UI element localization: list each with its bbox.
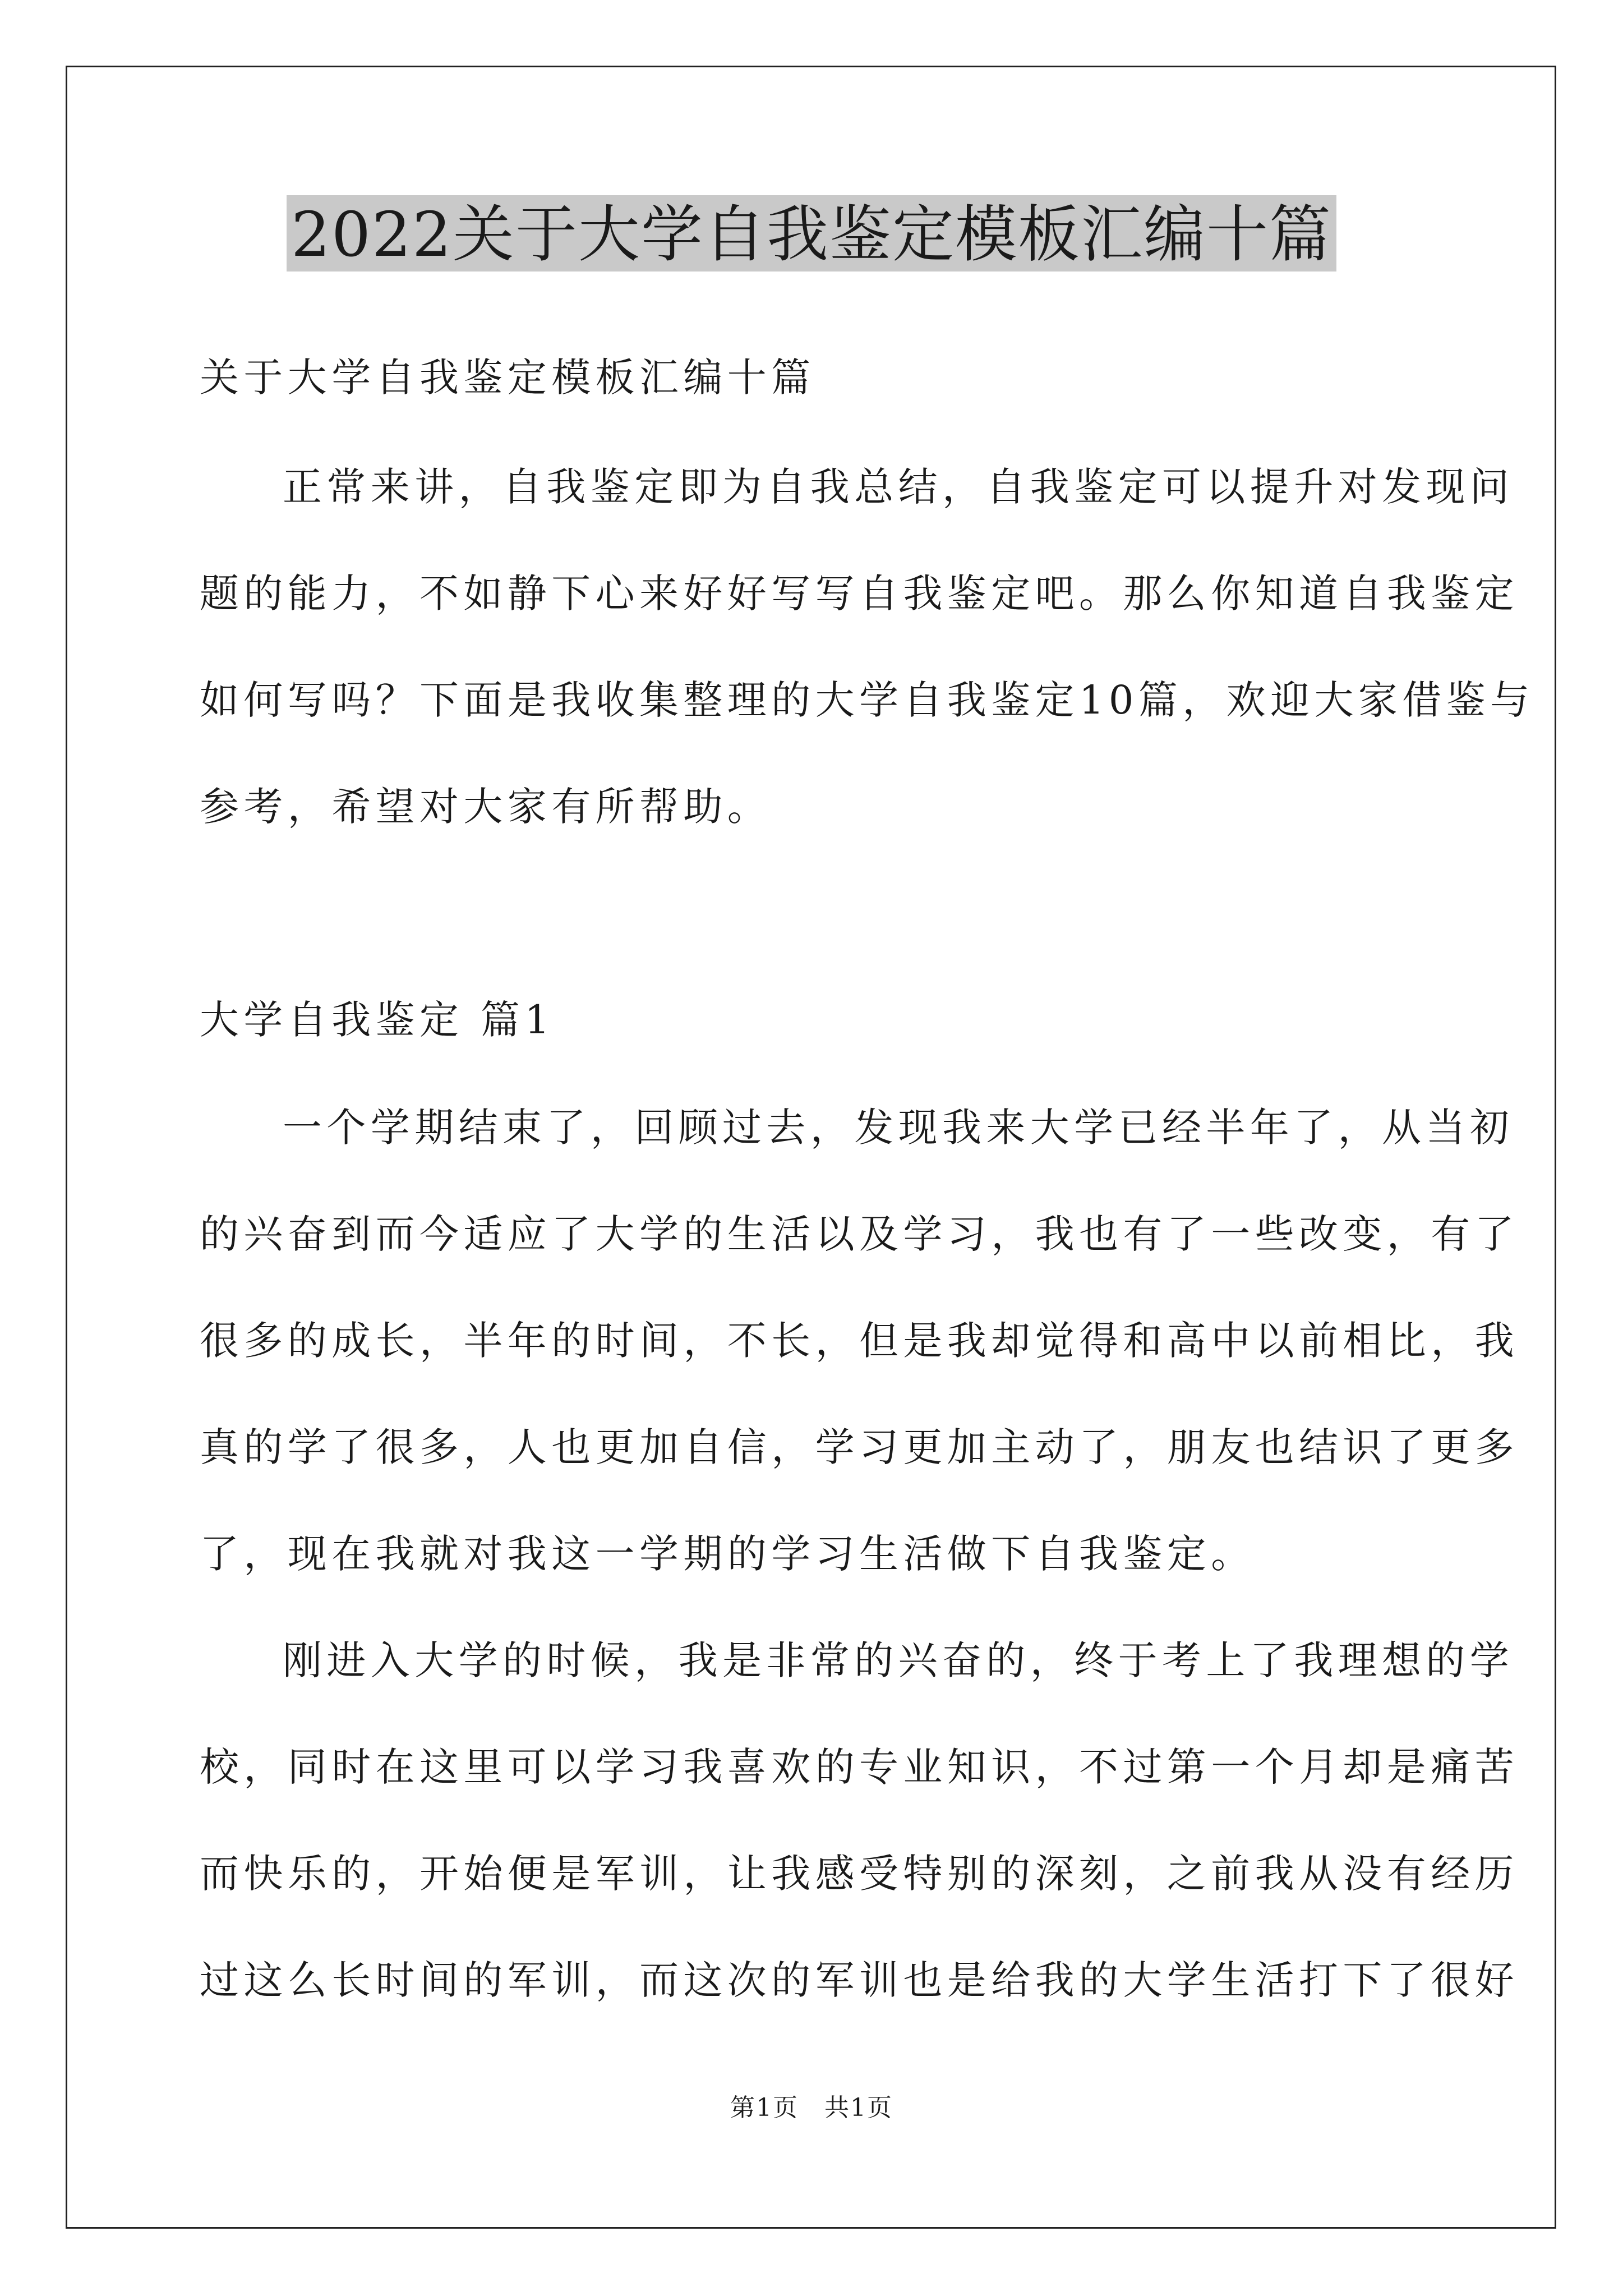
- page-number-footer: 第1页 共1页: [730, 2093, 893, 2122]
- intro-line: 正常来讲，自我鉴定即为自我总结，自我鉴定可以提升对发现问: [283, 464, 1514, 510]
- paragraph-line: 真的学了很多，人也更加自信，学习更加主动了，朋友也结识了更多: [200, 1424, 1519, 1470]
- paragraph-line: 的兴奋到而今适应了大学的生活以及学习，我也有了一些改变，有了: [200, 1211, 1519, 1257]
- section-heading: 大学自我鉴定 篇1: [200, 997, 555, 1043]
- paragraph-line: 很多的成长，半年的时间，不长，但是我却觉得和高中以前相比，我: [200, 1318, 1519, 1364]
- paragraph-line: 而快乐的，开始便是军训，让我感受特别的深刻，之前我从没有经历: [200, 1851, 1519, 1897]
- intro-line: 题的能力，不如静下心来好好写写自我鉴定吧。那么你知道自我鉴定: [200, 570, 1519, 616]
- intro-line: 如何写吗？下面是我收集整理的大学自我鉴定10篇，欢迎大家借鉴与: [200, 677, 1534, 723]
- document-subtitle: 关于大学自我鉴定模板汇编十篇: [200, 355, 815, 401]
- intro-line: 参考，希望对大家有所帮助。: [200, 784, 772, 830]
- document-title: [0, 195, 1623, 274]
- paragraph-line: 一个学期结束了，回顾过去，发现我来大学已经半年了，从当初: [283, 1105, 1514, 1151]
- paragraph-line: 刚进入大学的时候，我是非常的兴奋的，终于考上了我理想的学: [283, 1637, 1514, 1683]
- document-title-text: 2022关于大学自我鉴定模板汇编十篇: [287, 195, 1336, 272]
- paragraph-line: 过这么长时间的军训，而这次的军训也是给我的大学生活打下了很好: [200, 1957, 1519, 2003]
- paragraph-line: 校，同时在这里可以学习我喜欢的专业知识，不过第一个月却是痛苦: [200, 1744, 1519, 1790]
- paragraph-line: 了，现在我就对我这一学期的学习生活做下自我鉴定。: [200, 1531, 1255, 1577]
